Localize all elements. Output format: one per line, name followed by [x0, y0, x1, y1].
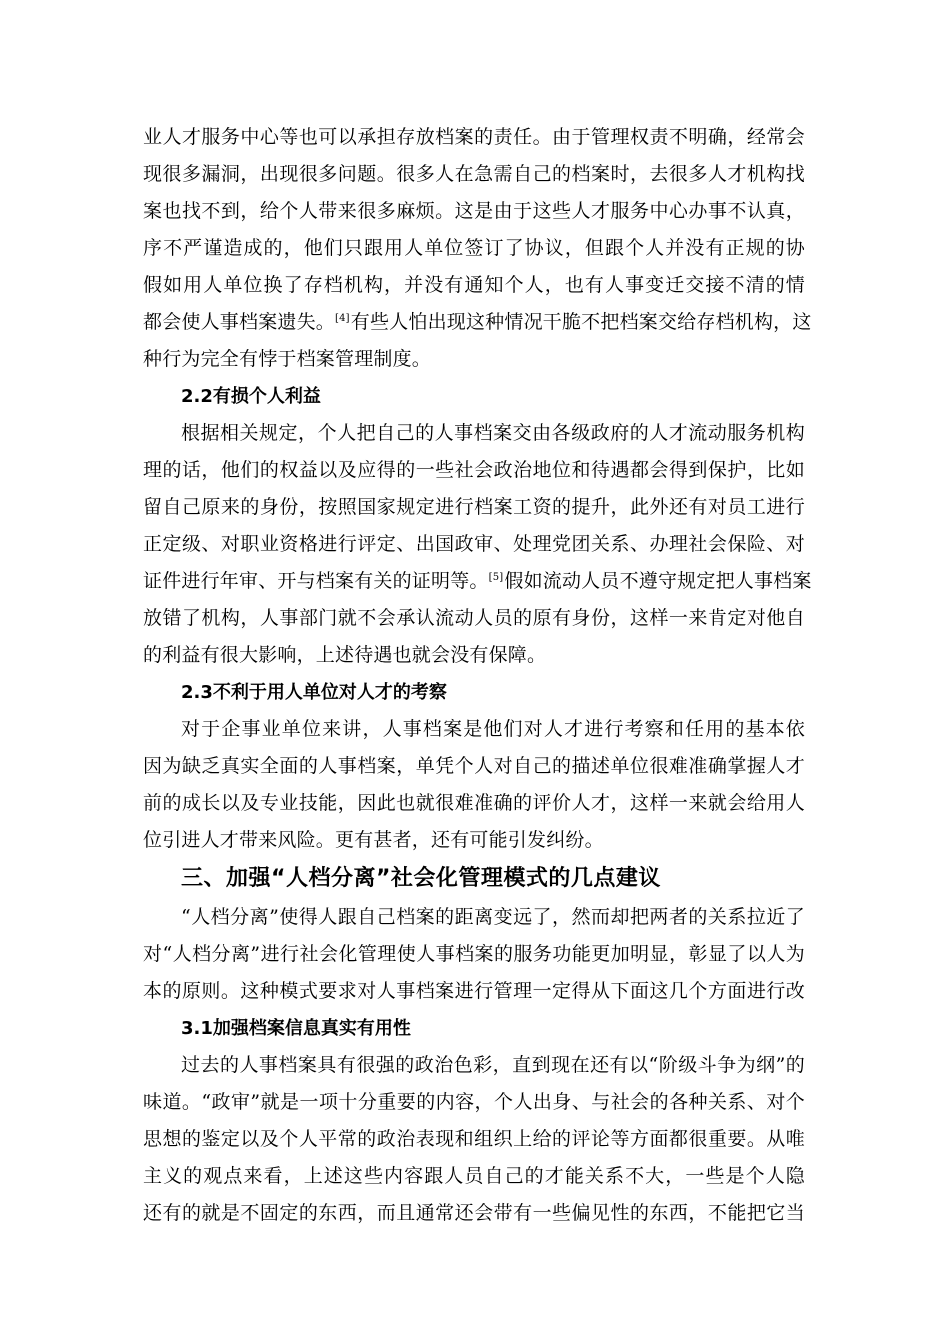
paragraph: [143, 415, 812, 674]
text-line: 放错了机构，人事部门就不会承认流动人员的原有身份，这样一来肯定对他自: [143, 607, 805, 629]
text-line: 主义的观点来看，上述这些内容跟人员自己的才能关系不大，一些是个人隐: [143, 1165, 805, 1187]
text-line: 根据相关规定，个人把自己的人事档案交由各级政府的人才流动服务机构: [181, 422, 805, 444]
text-line: 种行为完全有悖于档案管理制度。: [143, 348, 432, 370]
document-page: [143, 119, 812, 1232]
chapter-heading: 三、加强“人档分离”社会化管理模式的几点建议: [181, 866, 661, 891]
text-segment: 假如流动人员不遵守规定把人事档案: [504, 570, 812, 592]
text-line: 序不严谨造成的，他们只跟用人单位签订了协议，但跟个人并没有正规的协: [143, 237, 805, 259]
section-heading: 2.2有损个人利益: [181, 386, 321, 407]
section-heading: 3.1加强档案信息真实有用性: [181, 1018, 411, 1039]
paragraph: [143, 119, 812, 378]
text-line: 理的话，他们的权益以及应得的一些社会政治地位和待遇都会得到保护，比如: [143, 459, 805, 481]
text-segment: 都会使人事档案遗失。: [143, 311, 336, 333]
text-line: 本的原则。这种模式要求对人事档案进行管理一定得从下面这几个方面进行改: [143, 980, 805, 1002]
text-line: 对于企事业单位来讲，人事档案是他们对人才进行考察和任用的基本依: [181, 718, 805, 740]
text-line: 思想的鉴定以及个人平常的政治表现和组织上给的评论等方面都很重要。从唯: [143, 1128, 805, 1150]
text-line: 业人才服务中心等也可以承担存放档案的责任。由于管理权责不明确，经常会: [143, 126, 805, 148]
text-line: “人档分离”使得人跟自己档案的距离变远了，然而却把两者的关系拉近了: [181, 906, 805, 928]
text-line: 对“人档分离”进行社会化管理使人事档案的服务功能更加明显，彰显了以人为: [143, 943, 805, 965]
paragraph: [143, 899, 805, 1010]
text-segment: 证件进行年审、开与档案有关的证明等。: [143, 570, 489, 592]
paragraph: [143, 711, 805, 859]
text-line: 留自己原来的身份，按照国家规定进行档案工资的提升，此外还有对员工进行: [143, 496, 805, 518]
text-line: [143, 304, 812, 341]
text-line: 现很多漏洞，出现很多问题。很多人在急需自己的档案时，去很多人才机构找: [143, 163, 805, 185]
text-segment: 有些人怕出现这种情况干脆不把档案交给存档机构，这: [350, 311, 812, 333]
text-line: 前的成长以及专业技能，因此也就很难准确的评价人才，这样一来就会给用人: [143, 792, 805, 814]
text-line: 因为缺乏真实全面的人事档案，单凭个人对自己的描述单位很难准确掌握人才: [143, 755, 805, 777]
text-line: [143, 563, 812, 600]
citation: [4]: [335, 313, 350, 324]
text-line: 正定级、对职业资格进行评定、出国政审、处理党团关系、办理社会保险、对: [143, 533, 805, 555]
section-heading: 2.3不利于用人单位对人才的考察: [181, 682, 447, 703]
text-line: 过去的人事档案具有很强的政治色彩，直到现在还有以“阶级斗争为纲”的: [181, 1054, 805, 1076]
text-line: 案也找不到，给个人带来很多麻烦。这是由于这些人才服务中心办事不认真，: [143, 200, 805, 222]
paragraph: [143, 1047, 805, 1232]
text-line: 位引进人才带来风险。更有甚者，还有可能引发纠纷。: [143, 829, 604, 851]
text-line: 味道。“政审”就是一项十分重要的内容，个人出身、与社会的各种关系、对个: [143, 1091, 805, 1113]
text-line: 假如用人单位换了存档机构，并没有通知个人，也有人事变迁交接不清的情: [143, 274, 805, 296]
citation: [5]: [488, 572, 504, 583]
text-line: 还有的就是不固定的东西，而且通常还会带有一些偏见性的东西，不能把它当: [143, 1202, 805, 1224]
text-line: 的利益有很大影响，上述待遇也就会没有保障。: [143, 644, 547, 666]
